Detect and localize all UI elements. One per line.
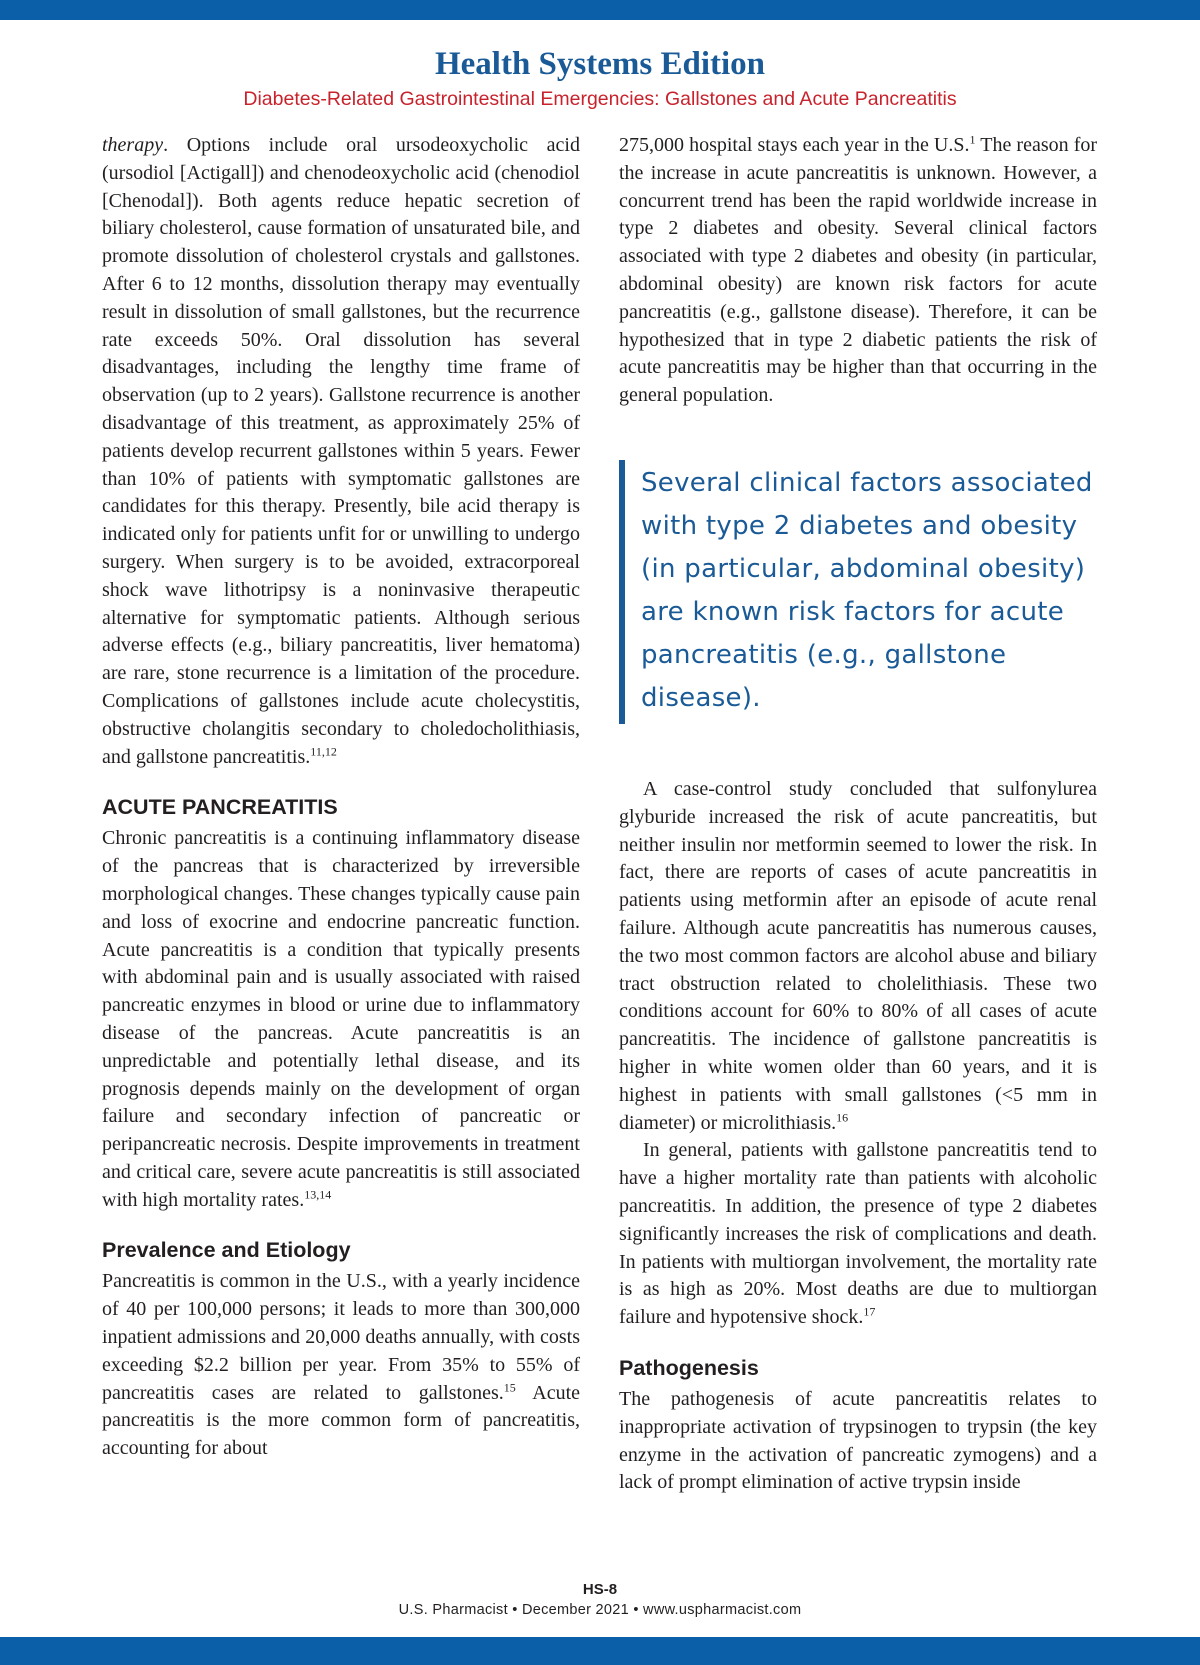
reference-marker: 13,14 <box>304 1187 332 1202</box>
paragraph-dissolution <box>102 132 580 771</box>
paragraph-text: Chronic pancreatitis is a continuing inflammatory disease of the pancreas that is characterized by irreversible morphological changes. These changes typically cause pain and loss of exocrine and endocrine pancreatic function. Acute pancreatitis is a condition that typically presents with abdominal pain and is usually associated with raised pancreatic enzymes in blood or urine due to inflammatory disease of the pancreas. Acute pancreatitis is an unpredictable and potentially lethal disease, and its prognosis depends mainly on the development of organ failure and secondary infection of pancreatic or peripancreatic necrosis. Despite improvements in treatment and critical care, severe acute pancreatitis is still associated with high mortality rates. <box>102 827 580 1211</box>
edition-title: Health Systems Edition <box>434 46 766 82</box>
paragraph-prevalence <box>102 1268 580 1463</box>
publication-line: U.S. Pharmacist • December 2021 • www.uspharmacist.com <box>398 1602 802 1618</box>
paragraph-pathogenesis: The pathogenesis of acute pancreatitis relates to inappropriate activation of trypsinogen to trypsin (the key enzyme in the activation of pancreatic zymogens) and a lack of prompt elimination of active trypsin inside <box>619 1387 1097 1494</box>
paragraph-case-control <box>619 776 1097 1137</box>
top-bar <box>0 0 1200 20</box>
article-subtitle: Diabetes-Related Gastrointestinal Emergencies: Gallstones and Acute Pancreatitis <box>243 88 957 110</box>
right-column <box>619 132 1097 1497</box>
heading-prevalence: Prevalence and Etiology <box>102 1238 351 1263</box>
heading-acute-pancreatitis: ACUTE PANCREATITIS <box>102 795 338 820</box>
paragraph-text: Acute pancreatitis is the more common form of pancreatitis, accounting for about <box>102 1381 580 1460</box>
left-column <box>102 132 580 1463</box>
reference-marker: 16 <box>836 1109 849 1124</box>
page-number: HS-8 <box>582 1581 618 1598</box>
paragraph-text: In general, patients with gallstone pancreatitis tend to have a higher mortality rate than patients with alcoholic pancreatitis. In addition, the presence of type 2 diabetes significantly increases the risk of complications and death. In patients with multiorgan involvement, the mortality rate is as high as 20%. Most deaths are due to multiorgan failure and hypotensive shock. <box>619 1139 1097 1329</box>
bottom-bar <box>0 1637 1200 1665</box>
paragraph-text: 275,000 hospital stays each year in the U.S. <box>619 134 970 156</box>
paragraph-mortality <box>619 1137 1097 1332</box>
paragraph-text: The reason for the increase in acute pancreatitis is unknown. However, a concurrent trend has been the rapid worldwide increase in type 2 diabetes and obesity. Several clinical factors associated with type 2 diabetes and obesity (in particular, abdominal obesity) are known risk factors for acute pancreatitis (e.g., gallstone disease). Therefore, it can be hypothesized that in type 2 diabetic patients the risk of acute pancreatitis may be higher than that occurring in the general population. <box>619 134 1098 407</box>
reference-marker: 17 <box>863 1304 876 1319</box>
reference-marker: 15 <box>503 1380 516 1395</box>
paragraph-acute <box>102 825 580 1214</box>
paragraph-text: A case-control study concluded that sulfonylurea glyburide increased the risk of acute pancreatitis, but neither insulin nor metformin seemed to lower the risk. In fact, there are reports of cases of acute pancreatitis in patients using metformin after an episode of acute renal failure. Although acute pancreatitis has numerous causes, the two most common factors are alcohol abuse and biliary tract obstruction related to cholelithiasis. These two conditions account for 60% to 80% of all cases of acute pancreatitis. The incidence of gallstone pancreatitis is higher in white women older than 60 years, and it is highest in patients with small gallstones (<5 mm in diameter) or microlithiasis. <box>619 777 1097 1134</box>
heading-pathogenesis: Pathogenesis <box>619 1355 759 1380</box>
page-header <box>0 44 1200 112</box>
reference-marker: 11,12 <box>310 743 337 758</box>
reference-marker: 1 <box>969 132 976 147</box>
page-footer <box>0 1580 1200 1620</box>
pull-quote: Several clinical factors associated with type 2 diabetes and obesity (in particular, abdominal obesity) are known risk factors for acute pancreatitis (e.g., gallstone disease). <box>619 460 1097 724</box>
paragraph-hospital-stays <box>619 132 1097 410</box>
lead-italic: therapy <box>102 134 164 156</box>
paragraph-text: . Options include oral ursodeoxycholic acid (ursodiol [Actigall]) and chenodeoxycholic acid (chenodiol [Chenodal]). Both agents reduce hepatic secretion of biliary cholesterol, cause formation of unsaturated bile, and promote dissolution of cholesterol crystals and gallstones. After 6 to 12 months, dissolution therapy may eventually result in dissolution of small gallstones, but the recurrence rate exceeds 50%. Oral dissolution has several disadvantages, including the lengthy time frame of observation (up to 2 years). Gallstone recurrence is another disadvantage of this treatment, as approximately 25% of patients develop recurrent gallstones within 5 years. Fewer than 10% of patients with symptomatic gallstones are candidates for this therapy. Presently, bile acid therapy is indicated only for patients unfit for or unwilling to undergo surgery. When surgery is to be avoided, extracorporeal shock wave lithotripsy is a noninvasive therapeutic alternative for symptomatic patients. Although serious adverse effects (e.g., biliary pancreatitis, liver hematoma) are rare, stone recurrence is a limitation of the procedure. Complications of gallstones include acute cholecystitis, obstructive cholangitis secondary to choledocholithiasis, and gallstone pancreatitis. <box>102 134 580 768</box>
paragraph-text: Pancreatitis is common in the U.S., with a yearly incidence of 40 per 100,000 persons; it leads to more than 300,000 inpatient admissions and 20,000 deaths annually, with costs exceeding $2.2 billion per year. From 35% to 55% of pancreatitis cases are related to gallstones. <box>102 1270 580 1404</box>
